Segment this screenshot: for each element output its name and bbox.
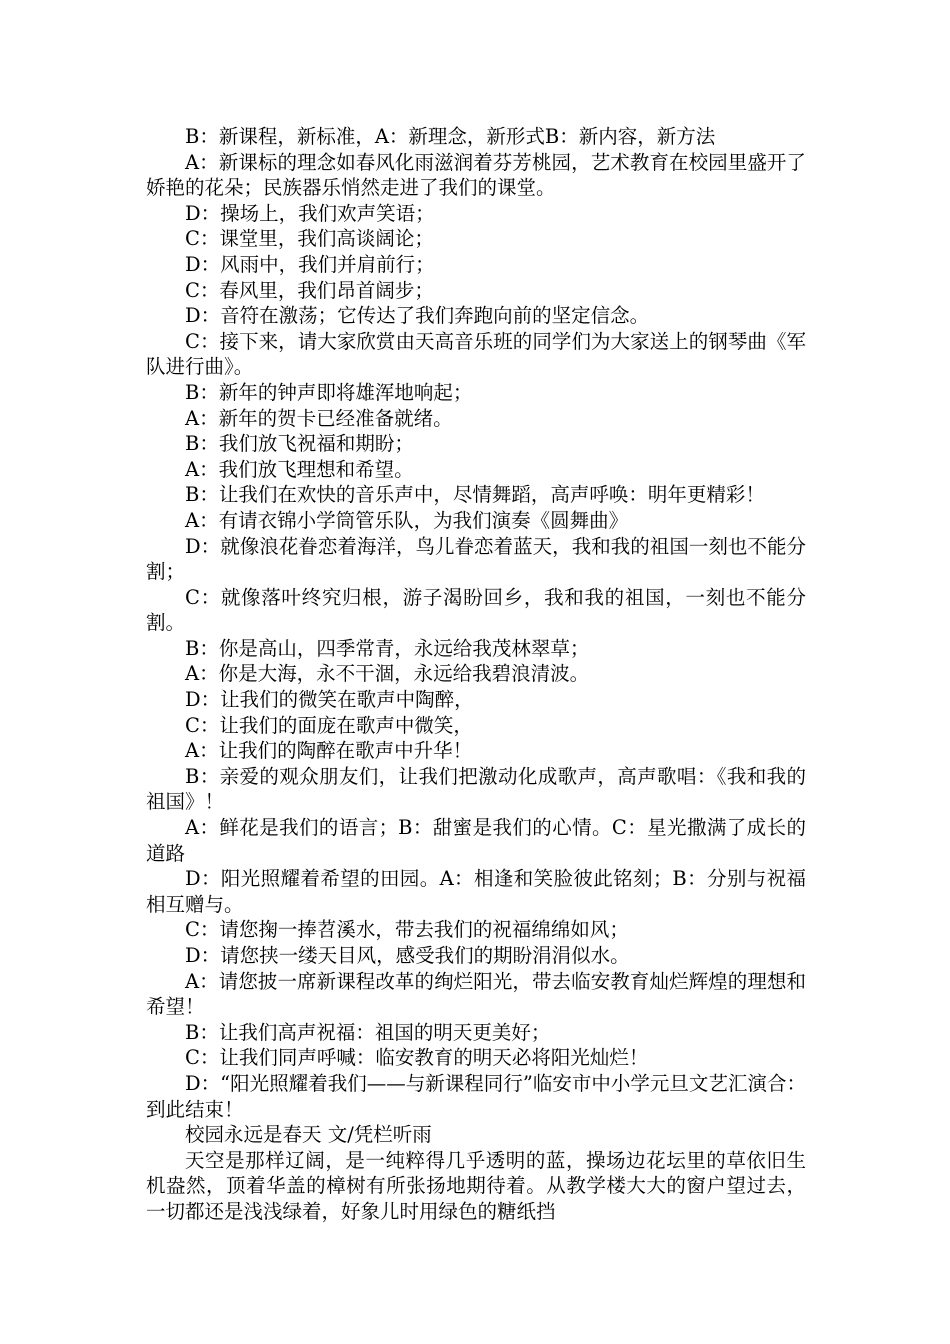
paragraph: A：新年的贺卡已经准备就绪。 bbox=[185, 406, 453, 430]
paragraph: B：亲爱的观众朋友们，让我们把激动化成歌声，高声歌唱：《我和我的祖国》！ bbox=[146, 764, 806, 814]
paragraph: D：音符在激荡；它传达了我们奔跑向前的坚定信念。 bbox=[185, 304, 650, 328]
paragraph: D：就像浪花眷恋着海洋，鸟儿眷恋着蓝天，我和我的祖国一刻也不能分割； bbox=[146, 534, 806, 584]
paragraph: D：“阳光照耀着我们——与新课程同行”临安市中小学元旦文艺汇演合：到此结束！ bbox=[146, 1071, 806, 1121]
paragraph: C：让我们同声呼喊：临安教育的明天必将阳光灿烂！ bbox=[185, 1046, 649, 1070]
paragraph: C：请您掬一捧苕溪水，带去我们的祝福绵绵如风； bbox=[185, 918, 629, 942]
paragraph: C：春风里，我们昂首阔步； bbox=[185, 278, 434, 302]
paragraph: A：鲜花是我们的语言；B：甜蜜是我们的心情。C：星光撒满了成长的道路 bbox=[146, 816, 806, 865]
paragraph: A：你是大海，永不干涸，永远给我碧浪清波。 bbox=[185, 662, 590, 686]
paragraph: D：阳光照耀着希望的田园。A：相逢和笑脸彼此铭刻；B：分别与祝福相互赠与。 bbox=[146, 867, 806, 916]
paragraph: D：让我们的微笑在歌声中陶醉， bbox=[185, 688, 474, 712]
paragraph: B：你是高山，四季常青，永远给我茂林翠草； bbox=[185, 636, 590, 660]
paragraph: C：让我们的面庞在歌声中微笑， bbox=[185, 713, 473, 737]
paragraph: B：让我们高声祝福：祖国的明天更美好； bbox=[185, 1020, 551, 1044]
paragraph: D：风雨中，我们并肩前行； bbox=[185, 252, 435, 276]
paragraph: D：请您挟一缕天目风，感受我们的期盼涓涓似水。 bbox=[185, 944, 630, 967]
paragraph: C：接下来，请大家欣赏由天高音乐班的同学们为大家送上的钢琴曲《军队进行曲》。 bbox=[146, 329, 806, 379]
paragraph: B：让我们在欢快的音乐声中，尽情舞蹈，高声呼唤：明年更精彩！ bbox=[185, 483, 765, 507]
paragraph: A：新课标的理念如春风化雨滋润着芬芳桃园，艺术教育在校园里盛开了娇艳的花朵；民族器乐悄然走进了我们的课堂。 bbox=[146, 150, 806, 200]
paragraph: B：新课程，新标准，A：新理念，新形式B：新内容，新方法 bbox=[185, 125, 716, 148]
paragraph: A：让我们的陶醉在歌声中升华！ bbox=[185, 739, 473, 763]
paragraph: B：新年的钟声即将雄浑地响起； bbox=[185, 380, 473, 404]
paragraph: 天空是那样辽阔，是一纯粹得几乎透明的蓝，操场边花坛里的草依旧生机盎然，顶着华盖的樟树有所张扬地期待着。从教学楼大大的窗户望过去，一切都还是浅浅绿着，好象儿时用绿色的糖纸挡 bbox=[146, 1148, 806, 1223]
paragraph: A：有请衣锦小学筒管乐队，为我们演奏《圆舞曲》 bbox=[185, 508, 629, 532]
paragraph: C：就像落叶终究归根，游子渴盼回乡，我和我的祖国，一刻也不能分割。 bbox=[146, 585, 806, 635]
document-body bbox=[146, 124, 806, 1225]
paragraph: C：课堂里，我们高谈阔论； bbox=[185, 227, 434, 251]
paragraph: D：操场上，我们欢声笑语； bbox=[185, 201, 435, 225]
paragraph: A：我们放飞理想和希望。 bbox=[185, 457, 414, 481]
paragraph: B：我们放飞祝福和期盼； bbox=[185, 432, 414, 456]
paragraph: A：请您披一席新课程改革的绚烂阳光，带去临安教育灿烂辉煌的理想和希望！ bbox=[146, 969, 806, 1019]
section-title: 校园永远是春天 文/凭栏听雨 bbox=[185, 1123, 432, 1147]
